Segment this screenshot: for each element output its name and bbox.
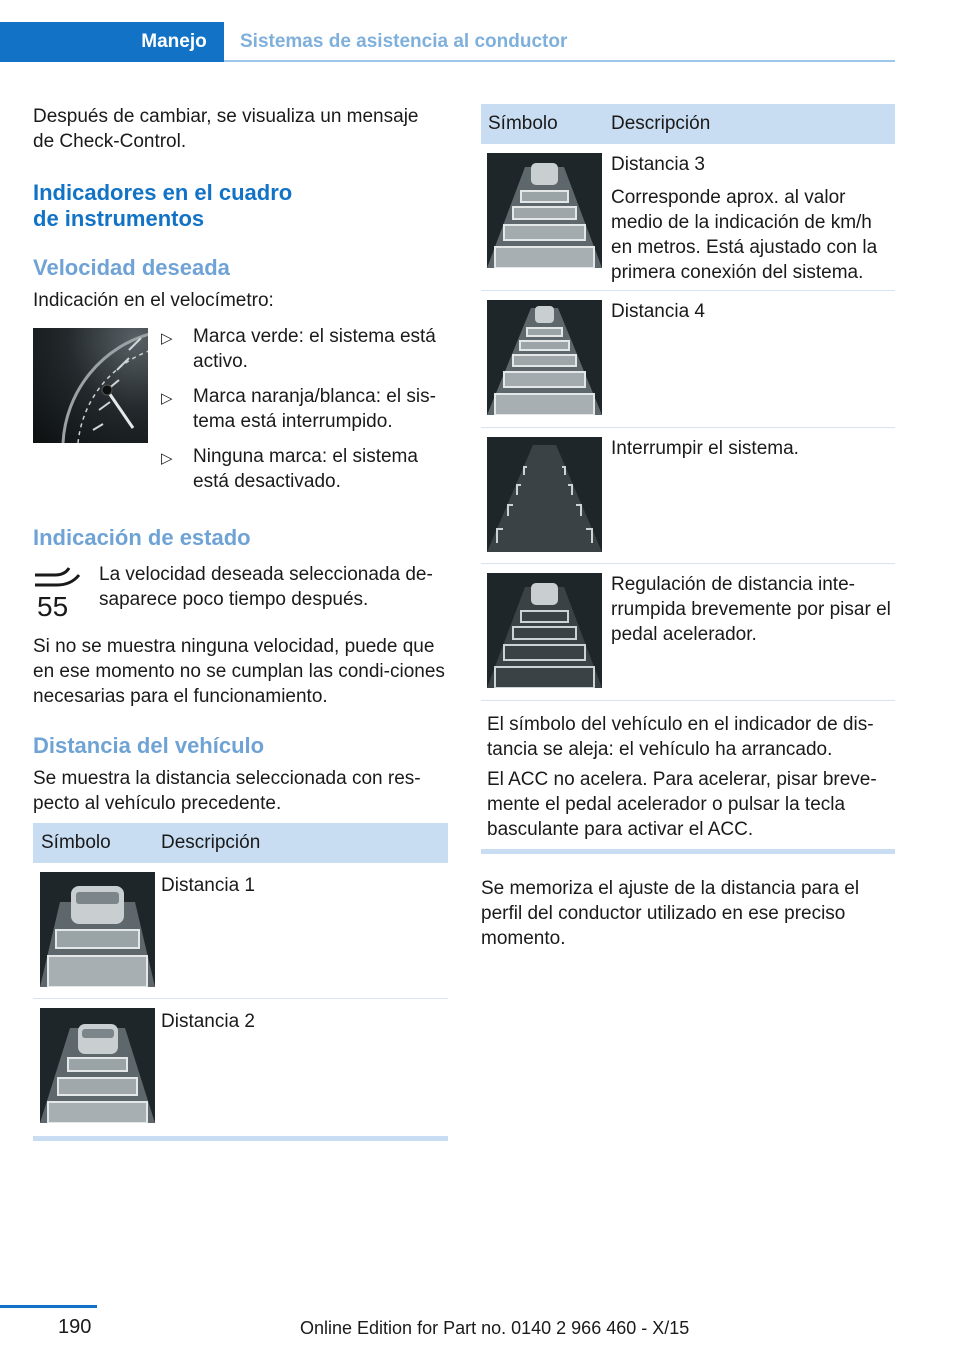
table-row xyxy=(481,428,895,564)
system-interrupted-icon xyxy=(487,437,602,552)
status-text: La velocidad deseada seleccionada de-saparece poco tiempo después. xyxy=(99,564,433,610)
heading-distance: Distancia del vehículo xyxy=(33,733,265,758)
distance-table-left xyxy=(33,823,448,1141)
footer-accent-line xyxy=(0,1305,97,1308)
table-row xyxy=(481,564,895,701)
row-title: Distancia 3 xyxy=(611,154,705,175)
table-header xyxy=(481,104,895,144)
row-description: Corresponde aprox. al valor medio de la indicación de km/h en metros. Está ajustado con la primera conexión del sistema. xyxy=(611,187,878,283)
set-speed-icon xyxy=(33,563,85,618)
note-vehicle-departed: El símbolo del vehículo en el indicador de dis-tancia se aleja: el vehículo ha arrancado. xyxy=(487,714,874,760)
distance-suspended-icon xyxy=(487,573,602,688)
distance-2-icon xyxy=(40,1008,155,1123)
section-title[interactable]: Sistemas de asistencia al conductor xyxy=(240,31,568,52)
heading-instruments: Indicadores en el cuadro de instrumentos xyxy=(33,180,293,231)
speedometer-image xyxy=(33,328,148,443)
row-description: Distancia 1 xyxy=(161,875,255,896)
row-description: Distancia 2 xyxy=(161,1011,255,1032)
distance-table-right xyxy=(481,104,895,854)
triangle-bullet-icon: ▷ xyxy=(161,390,173,407)
note-acc-no-accelerate: El ACC no acelera. Para acelerar, pisar breve-mente el pedal acelerador o pulsar la tecla basculante para activar el ACC. xyxy=(487,769,877,840)
row-title: Regulación de distancia inte-rrumpida brevemente por pisar el pedal acelerador. xyxy=(611,574,891,645)
list-item: ▷ Marca verde: el sistema está activo. xyxy=(161,326,436,372)
chapter-tab[interactable]: Manejo xyxy=(124,22,224,62)
distance-1-icon xyxy=(40,872,155,987)
table-row xyxy=(481,291,895,428)
page-header xyxy=(0,22,895,62)
status-note: Si no se muestra ninguna velocidad, puede que en ese momento no se cumplan las condi-ciones necesarias para el funcionamiento. xyxy=(33,636,445,707)
row-title: Distancia 4 xyxy=(611,301,705,322)
row-title: Interrumpir el sistema. xyxy=(611,438,799,459)
table-footer-bar xyxy=(481,849,895,854)
header-divider xyxy=(224,60,895,62)
page-number: 190 xyxy=(58,1316,92,1338)
speed-bullet-list xyxy=(161,324,449,504)
triangle-bullet-icon: ▷ xyxy=(161,330,173,347)
table-footer-bar xyxy=(33,1136,448,1141)
header-accent-bar xyxy=(0,22,124,62)
table-row xyxy=(33,863,448,999)
memo-paragraph: Se memoriza el ajuste de la distancia para el perfil del conductor utilizado en ese preciso momento. xyxy=(481,878,860,949)
table-row xyxy=(481,144,895,291)
speed-intro: Indicación en el velocímetro: xyxy=(33,290,274,311)
list-item: ▷ Marca naranja/blanca: el sis-tema está interrumpido. xyxy=(161,386,436,432)
table-header xyxy=(33,823,448,863)
table-row xyxy=(33,999,448,1136)
heading-speed: Velocidad deseada xyxy=(33,255,230,280)
distance-intro: Se muestra la distancia seleccionada con res-pecto al vehículo precedente. xyxy=(33,768,421,814)
col-header-symbol: Símbolo xyxy=(41,832,111,853)
distance-4-icon xyxy=(487,300,602,415)
table-note-row xyxy=(481,701,895,849)
svg-text:55: 55 xyxy=(37,591,69,618)
list-item: ▷ Ninguna marca: el sistema está desactivado. xyxy=(161,446,418,492)
col-header-description: Descripción xyxy=(611,113,711,134)
triangle-bullet-icon: ▷ xyxy=(161,450,173,467)
intro-paragraph: Después de cambiar, se visualiza un mensaje de Check-Control. xyxy=(33,106,419,152)
col-header-symbol: Símbolo xyxy=(488,113,558,134)
heading-status: Indicación de estado xyxy=(33,525,251,550)
col-header-description: Descripción xyxy=(161,832,261,853)
edition-text: Online Edition for Part no. 0140 2 966 460 - X/15 xyxy=(300,1318,690,1338)
distance-3-icon xyxy=(487,153,602,268)
